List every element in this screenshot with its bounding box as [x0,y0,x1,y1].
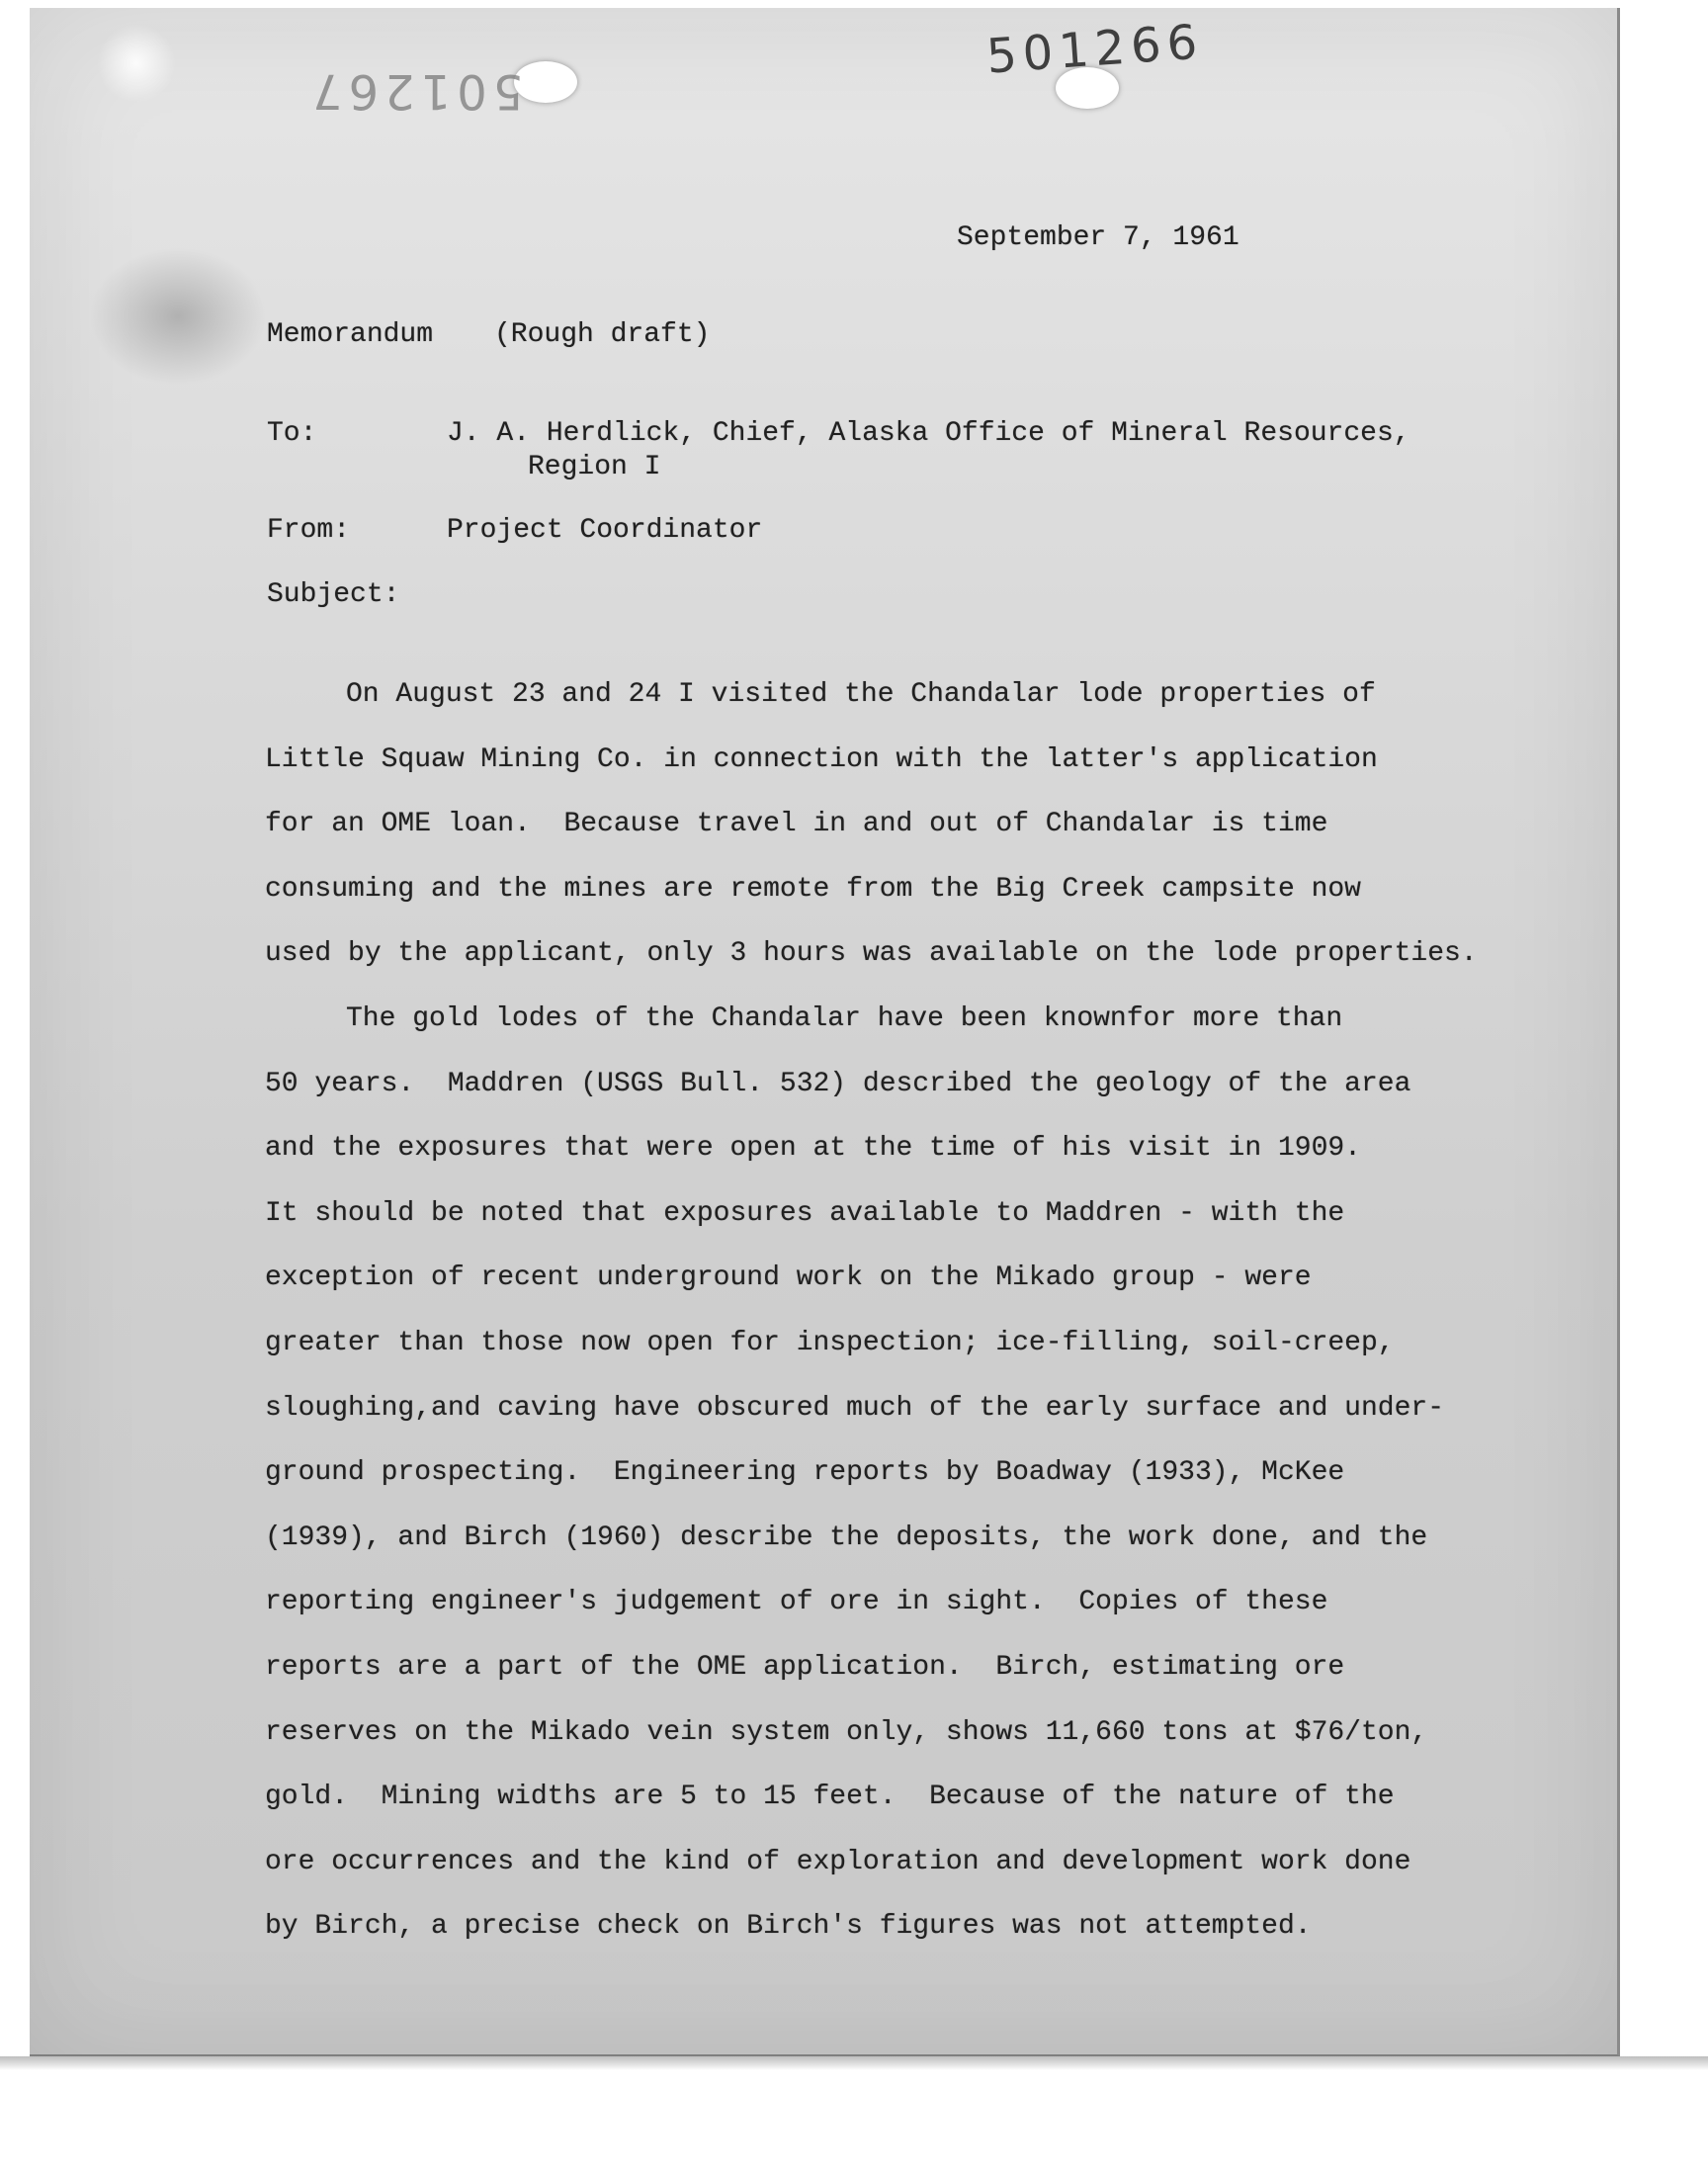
document-number-stamp: 501266 [984,14,1205,85]
from-label: From: [267,515,351,546]
to-recipient-region: Region I [528,452,661,482]
torn-corner-mark [97,24,176,103]
body-line: ore occurrences and the kind of exploration and development work done [265,1846,1411,1877]
ink-smudge [89,247,267,386]
memo-body [265,675,1491,1972]
memo-title: Memorandum [267,319,434,350]
body-line: by Birch, a precise check on Birch's figures was not attempted. [265,1911,1312,1943]
body-line: consuming and the mines are remote from the Big Creek campsite now [265,873,1361,905]
body-line: 50 years. Maddren (USGS Bull. 532) described the geology of the area [265,1068,1411,1099]
body-line: On August 23 and 24 I visited the Chandalar lode properties of [346,679,1376,710]
subject-label: Subject: [267,579,400,610]
body-line: greater than those now open for inspection; ice-filling, soil-creep, [265,1327,1395,1358]
body-line: reports are a part of the OME application. Birch, estimating ore [265,1651,1345,1683]
mirrored-document-number: 501267 [306,63,524,119]
punch-hole-left [514,61,577,103]
body-line: reporting engineer's judgement of ore in sight. Copies of these [265,1587,1328,1618]
body-line: exception of recent underground work on the Mikado group - were [265,1262,1312,1294]
body-line: for an OME loan. Because travel in and out of Chandalar is time [265,809,1328,840]
to-recipient: J. A. Herdlick, Chief, Alaska Office of Mineral Resources, [447,418,1410,449]
body-line: The gold lodes of the Chandalar have been knownfor more than [346,1002,1343,1034]
body-line: Little Squaw Mining Co. in connection with the latter's application [265,743,1378,775]
memo-date: September 7, 1961 [957,222,1239,253]
body-line: used by the applicant, only 3 hours was available on the lode properties. [265,938,1478,970]
page-bottom-edge [0,2056,1708,2070]
body-line: It should be noted that exposures available to Maddren - with the [265,1197,1345,1229]
memo-draft-note: (Rough draft) [494,319,711,350]
body-line: sloughing,and caving have obscured much of the early surface and under- [265,1392,1444,1424]
body-line: (1939), and Birch (1960) describe the deposits, the work done, and the [265,1522,1428,1553]
body-line: and the exposures that were open at the time of his visit in 1909. [265,1133,1361,1165]
body-line: reserves on the Mikado vein system only, shows 11,660 tons at $76/ton, [265,1716,1428,1748]
to-label: To: [267,418,317,449]
body-line: gold. Mining widths are 5 to 15 feet. Because of the nature of the [265,1782,1395,1813]
from-sender: Project Coordinator [447,515,763,546]
body-line: ground prospecting. Engineering reports by Boadway (1933), McKee [265,1457,1345,1489]
